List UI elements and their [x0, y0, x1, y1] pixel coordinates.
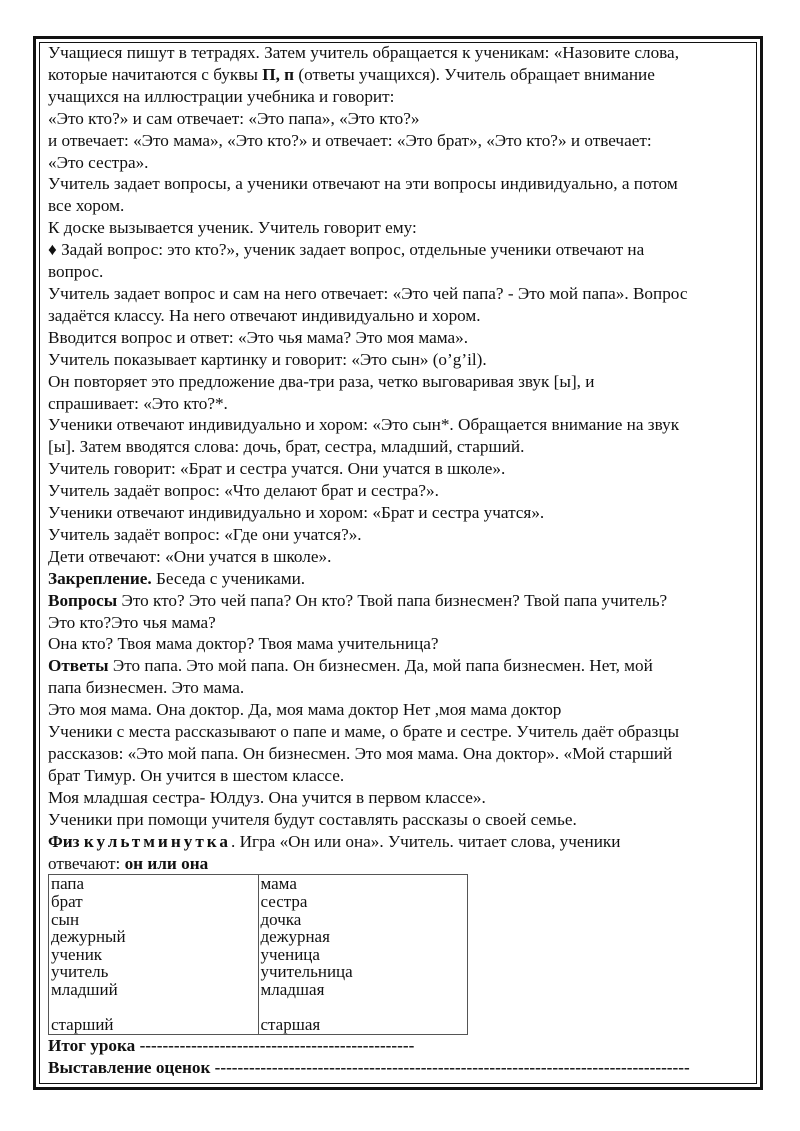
masculine-column: [49, 875, 259, 1034]
word-cell: [261, 999, 466, 1017]
text-line: Учитель показывает картинку и говорит: «Это сын» (o’g’il).: [48, 349, 487, 369]
text-line: Ученики отвечают индивидуально и хором: «Это сын*. Обращается внимание на звук: [48, 415, 680, 435]
text-line: К доске вызывается ученик. Учитель говорит ему:: [48, 218, 417, 238]
ocenki-line: Выставление оценок -----------------------------------------------------------------------------------: [48, 1057, 690, 1077]
zakreplenie-line: Закрепление. Беседа с учениками.: [48, 568, 306, 588]
word-cell: младший: [51, 980, 118, 999]
word-cell: мама: [260, 874, 297, 894]
voprosy-label: Вопросы: [48, 590, 118, 610]
text-line: спрашивает: «Это кто?*.: [48, 393, 228, 413]
text-line: ♦ Задай вопрос: это кто?», ученик задает вопрос, отдельные ученики отвечают на: [48, 240, 645, 260]
text-line: рассказов: «Это мой папа. Он бизнесмен. Это моя мама. Она доктор». «Мой старший: [48, 744, 673, 763]
word-cell: сын: [51, 909, 80, 929]
ocenki-label: Выставление оценок: [48, 1057, 211, 1077]
text-line: Ученики с места рассказывают о папе и маме, о брате и сестре. Учитель даёт образцы: [48, 722, 680, 742]
itog-label: Итог урока: [48, 1035, 136, 1055]
fizkult-label-b: культминутка: [83, 831, 232, 851]
text-line: Учитель задает вопросы, а ученики отвечают на эти вопросы индивидуально, а потом: [48, 174, 678, 194]
text-line: Учитель задает вопрос и сам на него отвечает: «Это чей папа? - Это мой папа». Вопрос: [48, 283, 688, 303]
text-line: Ученики при помощи учителя будут составлять рассказы о своей семье.: [48, 809, 577, 829]
text-line: Вводится вопрос и ответ: «Это чья мама? Это моя мама».: [48, 327, 469, 347]
text-line: Он повторяет это предложение два-три раза, четко выговаривая звук [ы], и: [48, 371, 595, 391]
voprosy-line: Вопросы Это кто? Это чей папа? Он кто? Твой папа бизнесмен? Твой папа учитель?: [48, 590, 668, 610]
word-pairs-table: [48, 874, 468, 1034]
text-line: папа бизнесмен. Это мама.: [48, 678, 245, 698]
word-cell: старшая: [260, 1015, 321, 1035]
word-cell: учительница: [260, 962, 353, 982]
word-cell: ученица: [260, 944, 320, 964]
fizkult-label-a: Физ: [48, 831, 80, 851]
word-cell: старший: [51, 1015, 114, 1035]
text-line: отвечают: он или она: [48, 853, 209, 873]
text-line: Это моя мама. Она доктор. Да, моя мама доктор Нет ,моя мама доктор: [48, 700, 562, 720]
feminine-column: [258, 875, 468, 1034]
otvety-line: Ответы Это папа. Это мой папа. Он бизнесмен. Да, мой папа бизнесмен. Нет, мой: [48, 656, 653, 676]
text-line: Дети отвечают: «Они учатся в школе».: [48, 546, 332, 566]
text-line: и отвечает: «Это мама», «Это кто?» и отвечает: «Это брат», «Это кто?» и отвечает:: [48, 130, 652, 150]
text-line: которые начитаются с буквы П, п (ответы учащихся). Учитель обращает внимание: [48, 64, 655, 84]
zakreplenie-label: Закрепление.: [48, 568, 152, 588]
word-cell: дочка: [260, 909, 302, 929]
text-line: Учитель говорит: «Брат и сестра учатся. Они учатся в школе».: [48, 459, 506, 479]
text-line: «Это кто?» и сам отвечает: «Это папа», «Это кто?»: [48, 108, 420, 128]
text-line: Моя младшая сестра- Юлдуз. Она учится в первом классе».: [48, 787, 486, 807]
text-line: учащихся на иллюстрации учебника и говорит:: [48, 86, 395, 106]
word-cell: учитель: [51, 962, 109, 982]
word-cell: дежурная: [260, 927, 330, 947]
otvety-label: Ответы: [48, 656, 109, 676]
word-cell: ученик: [51, 944, 103, 964]
text-line: Это кто?Это чья мама?: [48, 612, 216, 632]
text-line: брат Тимур. Он учится в шестом классе.: [48, 765, 345, 785]
word-cell: сестра: [260, 892, 308, 912]
word-cell: брат: [51, 892, 83, 912]
text-line: Учитель задаёт вопрос: «Что делают брат и сестра?».: [48, 481, 439, 501]
text-line: Ученики отвечают индивидуально и хором: «Брат и сестра учатся».: [48, 503, 545, 523]
letter-p: П, п: [262, 64, 295, 84]
word-cell: дежурный: [51, 927, 126, 947]
word-cell: папа: [51, 874, 85, 894]
itog-line: Итог урока ------------------------------------------------: [48, 1035, 415, 1055]
text-line: [ы]. Затем вводятся слова: дочь, брат, сестра, младший, старший.: [48, 437, 525, 457]
on-ili-ona: он или она: [124, 853, 209, 873]
fizkult-line: Физ культминутка. Игра «Он или она». Учитель. читает слова, ученики: [48, 831, 621, 851]
text-line: Она кто? Твоя мама доктор? Твоя мама учительница?: [48, 634, 439, 654]
text-line: Учащиеся пишут в тетрадях. Затем учитель обращается к ученикам: «Назовите слова,: [48, 43, 679, 62]
word-cell: младшая: [260, 980, 325, 999]
text-line: все хором.: [48, 196, 125, 216]
word-cell: [51, 999, 256, 1017]
text-line: вопрос.: [48, 262, 104, 282]
text-line: Учитель задаёт вопрос: «Где они учатся?».: [48, 524, 362, 544]
text-line: задаётся классу. На него отвечают индивидуально и хором.: [48, 305, 481, 325]
text-line: «Это сестра».: [48, 152, 149, 172]
lesson-text: [48, 42, 760, 1079]
